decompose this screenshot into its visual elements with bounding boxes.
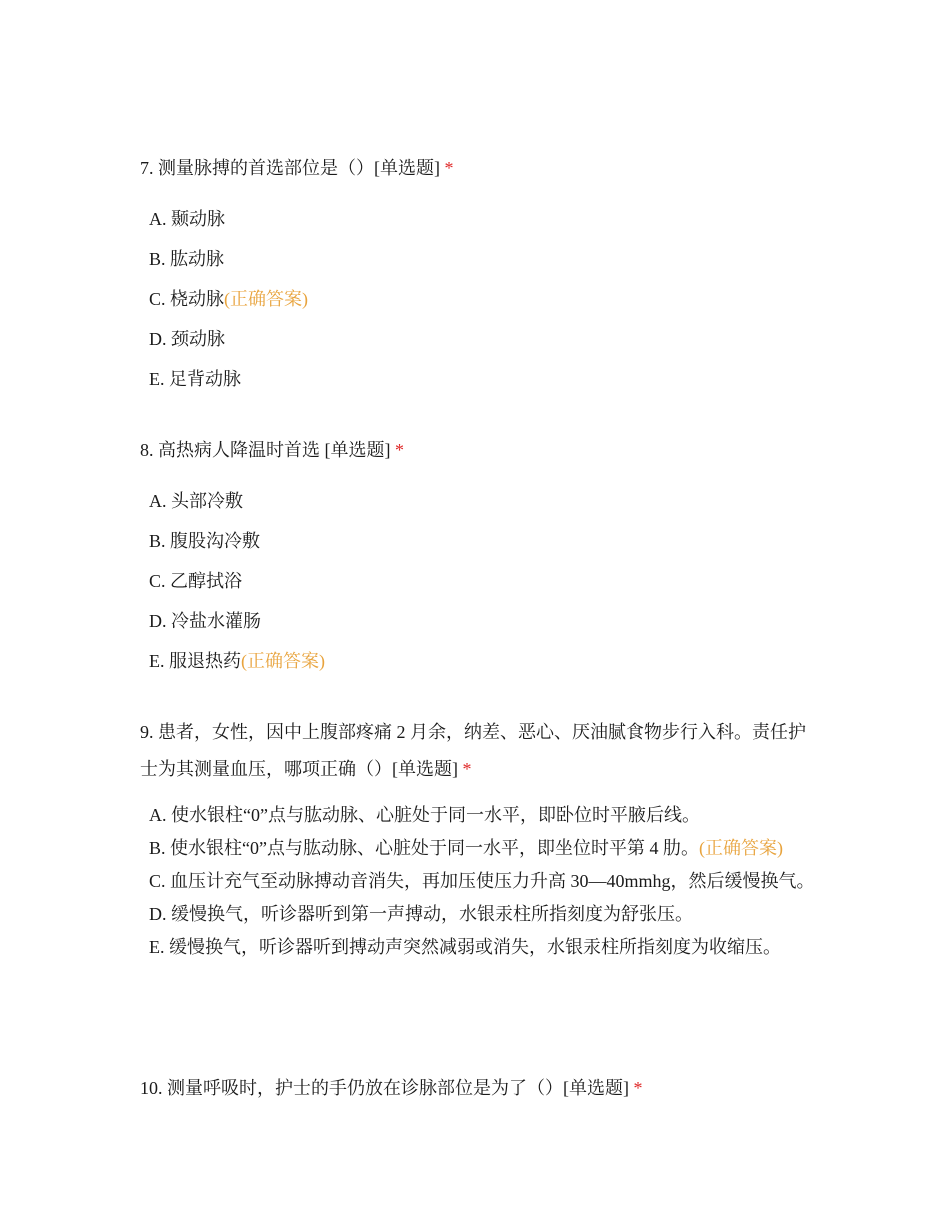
option-text: C. 血压计充气至动脉搏动音消失，再加压使压力升高 30—40mmhg，然后缓慢换气。	[149, 871, 815, 891]
option-list	[140, 803, 820, 959]
question-title-text: 8. 高热病人降温时首选 [单选题]	[140, 440, 391, 460]
question-title	[140, 714, 820, 788]
option-e[interactable]	[140, 359, 820, 399]
question-7	[140, 150, 820, 399]
required-asterisk: *	[462, 759, 472, 779]
option-d[interactable]	[140, 902, 820, 926]
question-8	[140, 432, 820, 681]
option-text: E. 缓慢换气，听诊器听到搏动声突然减弱或消失，水银汞柱所指刻度为收缩压。	[149, 937, 781, 957]
option-text: D. 颈动脉	[149, 329, 225, 349]
option-text: A. 头部冷敷	[149, 491, 243, 511]
required-asterisk: *	[444, 158, 454, 178]
option-text: D. 缓慢换气，听诊器听到第一声搏动，水银汞柱所指刻度为舒张压。	[149, 904, 693, 924]
question-9	[140, 714, 820, 968]
question-title	[140, 432, 820, 469]
option-d[interactable]	[140, 319, 820, 359]
option-a[interactable]	[140, 481, 820, 521]
option-d[interactable]	[140, 601, 820, 641]
option-text: D. 冷盐水灌肠	[149, 611, 261, 631]
option-text: C. 桡动脉	[149, 289, 225, 309]
option-b[interactable]	[140, 239, 820, 279]
correct-answer-tag: (正确答案)	[224, 289, 309, 309]
option-text: A. 使水银柱“0”点与肱动脉、心脏处于同一水平，即卧位时平腋后线。	[149, 805, 700, 825]
option-c[interactable]	[140, 561, 820, 601]
option-text: A. 颞动脉	[149, 209, 225, 229]
question-title-text: 7. 测量脉搏的首选部位是（）[单选题]	[140, 158, 440, 178]
option-list	[140, 481, 820, 681]
option-text: B. 使水银柱“0”点与肱动脉、心脏处于同一水平，即坐位时平第 4 肋。	[149, 838, 699, 858]
option-e[interactable]	[140, 641, 820, 681]
question-title-text: 9. 患者，女性，因中上腹部疼痛 2 月余，纳差、恶心、厌油腻食物步行入科。责任护士为其测量血压，哪项正确（）[单选题]	[140, 722, 806, 779]
option-b[interactable]	[140, 521, 820, 561]
option-c[interactable]	[140, 279, 820, 319]
option-list	[140, 199, 820, 399]
option-a[interactable]	[140, 803, 820, 827]
question-title-text: 10. 测量呼吸时，护士的手仍放在诊脉部位是为了（）[单选题]	[140, 1078, 629, 1098]
option-a[interactable]	[140, 199, 820, 239]
required-asterisk: *	[395, 440, 404, 460]
option-text: B. 腹股沟冷敷	[149, 531, 261, 551]
option-e[interactable]	[140, 935, 820, 959]
question-title	[140, 150, 820, 187]
option-c[interactable]	[140, 869, 820, 893]
question-10	[140, 1070, 820, 1107]
option-text: B. 肱动脉	[149, 249, 225, 269]
option-text: E. 足背动脉	[149, 369, 241, 389]
correct-answer-tag: (正确答案)	[698, 838, 783, 858]
option-text: E. 服退热药	[149, 651, 241, 671]
correct-answer-tag: (正确答案)	[241, 651, 325, 671]
option-text: C. 乙醇拭浴	[149, 571, 243, 591]
option-b[interactable]	[140, 836, 820, 860]
required-asterisk: *	[633, 1078, 643, 1098]
question-title	[140, 1070, 820, 1107]
